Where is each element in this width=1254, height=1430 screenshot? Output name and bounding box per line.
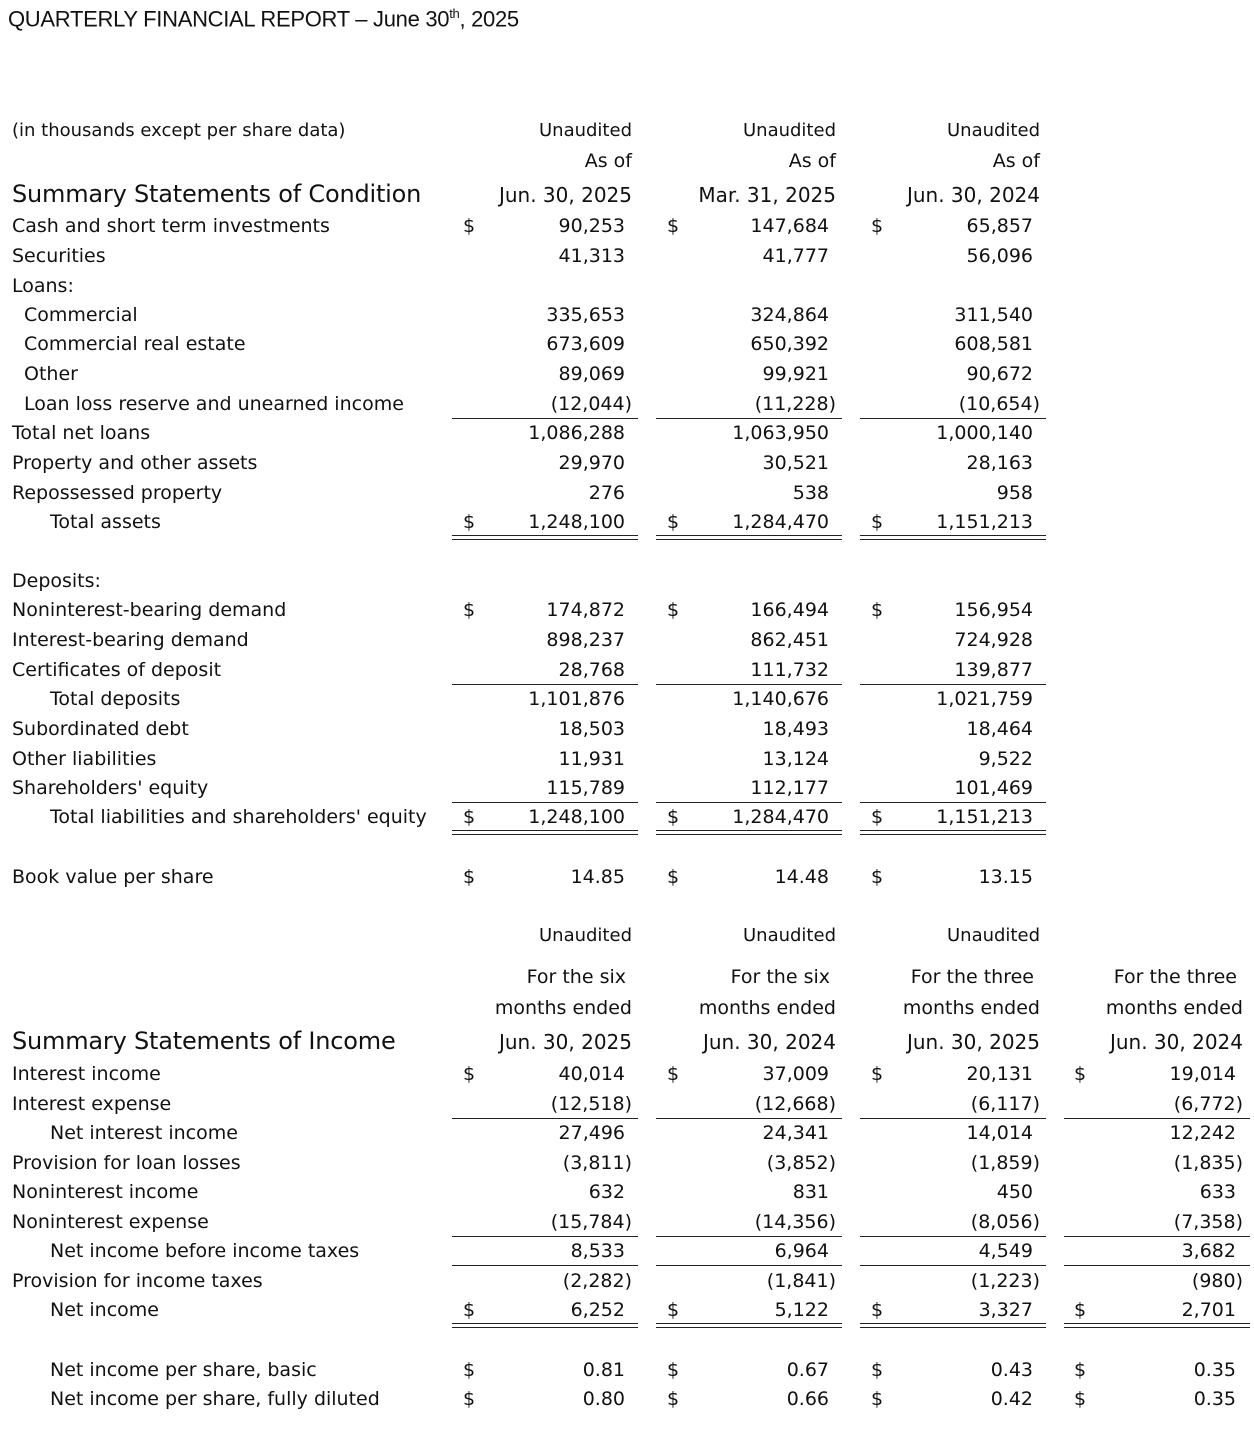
income-row-label: Interest income [12,1063,161,1085]
dollar-sign: $ [667,1359,680,1381]
subtotal-rule [452,684,638,685]
total-double-rule [656,535,842,540]
dollar-sign: $ [667,1299,680,1321]
condition-value: 1,284,470 [732,511,829,533]
dollar-sign: $ [1074,1063,1087,1085]
dollar-sign: $ [871,215,884,237]
condition-row-label: Loan loss reserve and unearned income [24,393,404,415]
subtotal-rule [452,1118,638,1119]
report-title-text: QUARTERLY FINANCIAL REPORT – June 30 [8,6,450,32]
income-col-period-line2: months ended [902,997,1040,1019]
condition-row-label: Loans: [12,275,74,297]
income-row-label: Net income [50,1299,159,1321]
income-col-audit: Unaudited [742,925,836,946]
dollar-sign: $ [1074,1299,1087,1321]
income-value: (3,852) [766,1152,836,1174]
income-value: 4,549 [978,1240,1033,1262]
condition-value: 111,732 [750,659,829,681]
dollar-sign: $ [871,1359,884,1381]
income-value: 6,252 [570,1299,625,1321]
income-col-date: Jun. 30, 2024 [702,1030,836,1054]
total-double-rule [860,830,1046,835]
dollar-sign: $ [667,599,680,621]
dollar-sign: $ [463,866,476,888]
income-row-label: Net income per share, basic [50,1359,317,1381]
condition-value: (12,044) [550,393,632,415]
income-value: 0.35 [1193,1388,1236,1410]
condition-row-label: Other liabilities [12,748,157,770]
units-note: (in thousands except per share data) [12,120,346,141]
income-value: (15,784) [550,1211,632,1233]
income-value: (8,056) [970,1211,1040,1233]
income-value: 8,533 [570,1240,625,1262]
dollar-sign: $ [871,866,884,888]
condition-row-label: Total deposits [50,688,181,710]
income-value: 450 [996,1181,1033,1203]
income-row-label: Noninterest expense [12,1211,209,1233]
dollar-sign: $ [463,1063,476,1085]
report-title-superscript: th [449,6,460,21]
income-value: 3,682 [1181,1240,1236,1262]
income-row-label: Net income before income taxes [50,1240,360,1262]
condition-col-audit: Unaudited [538,120,632,141]
condition-value: 112,177 [750,777,829,799]
condition-row-label: Noninterest-bearing demand [12,599,287,621]
condition-value: 1,248,100 [528,806,625,828]
condition-value: 608,581 [954,333,1033,355]
income-value: 27,496 [558,1122,625,1144]
income-row-label: Noninterest income [12,1181,199,1203]
income-value: 5,122 [774,1299,829,1321]
condition-value: 41,313 [558,245,625,267]
subtotal-rule [656,1118,842,1119]
condition-row-label: Total assets [50,511,161,533]
condition-value: 9,522 [978,748,1033,770]
total-double-rule [656,830,842,835]
income-value: (14,356) [754,1211,836,1233]
dollar-sign: $ [667,806,680,828]
condition-value: 41,777 [762,245,829,267]
condition-value: 18,493 [762,718,829,740]
income-value: 37,009 [762,1063,829,1085]
dollar-sign: $ [463,1359,476,1381]
condition-value: 115,789 [546,777,625,799]
subtotal-rule [656,1265,842,1266]
income-value: 24,341 [762,1122,829,1144]
income-value: 2,701 [1181,1299,1236,1321]
total-double-rule [860,1323,1046,1328]
subtotal-rule [1064,1118,1250,1119]
income-row-label: Provision for income taxes [12,1270,263,1292]
condition-row-label: Commercial real estate [24,333,246,355]
condition-value: 324,864 [750,304,829,326]
condition-value: 13.15 [978,866,1033,888]
income-value: 0.81 [582,1359,625,1381]
condition-section-title: Summary Statements of Condition [12,180,422,208]
dollar-sign: $ [667,511,680,533]
income-value: (1,841) [766,1270,836,1292]
condition-value: 1,086,288 [528,422,625,444]
condition-value: 101,469 [954,777,1033,799]
condition-col-audit: Unaudited [742,120,836,141]
subtotal-rule [656,1236,842,1237]
subtotal-rule [656,684,842,685]
condition-value: 147,684 [750,215,829,237]
subtotal-rule [452,802,638,803]
income-col-period-line1: For the six [526,966,626,988]
dollar-sign: $ [871,511,884,533]
dollar-sign: $ [1074,1359,1087,1381]
condition-value: 166,494 [750,599,829,621]
subtotal-rule [452,1265,638,1266]
condition-row-label: Repossessed property [12,482,223,504]
income-value: 0.42 [990,1388,1033,1410]
dollar-sign: $ [463,1388,476,1410]
income-value: 12,242 [1169,1122,1236,1144]
subtotal-rule [1064,1265,1250,1266]
condition-value: 28,768 [558,659,625,681]
dollar-sign: $ [871,1063,884,1085]
dollar-sign: $ [667,1388,680,1410]
income-col-date: Jun. 30, 2024 [1109,1030,1243,1054]
condition-col-date: Jun. 30, 2025 [498,183,632,207]
subtotal-rule [860,1265,1046,1266]
subtotal-rule [860,802,1046,803]
condition-row-label: Shareholders' equity [12,777,209,799]
condition-value: 18,503 [558,718,625,740]
total-double-rule [1064,1323,1250,1328]
condition-value: 1,151,213 [936,806,1033,828]
condition-row-label: Total liabilities and shareholders' equity [50,806,427,828]
condition-value: 311,540 [954,304,1033,326]
income-value: 0.80 [582,1388,625,1410]
income-value: 0.43 [990,1359,1033,1381]
condition-col-as-of: As of [584,150,632,172]
condition-row-label: Subordinated debt [12,718,189,740]
condition-value: 99,921 [762,363,829,385]
dollar-sign: $ [871,1299,884,1321]
condition-value: 30,521 [762,452,829,474]
condition-value: 1,000,140 [936,422,1033,444]
dollar-sign: $ [667,215,680,237]
income-value: 831 [792,1181,829,1203]
condition-row-label: Book value per share [12,866,214,888]
condition-value: 139,877 [954,659,1033,681]
income-value: 6,964 [774,1240,829,1262]
subtotal-rule [860,418,1046,419]
subtotal-rule [452,1236,638,1237]
condition-value: 11,931 [558,748,625,770]
income-row-label: Provision for loan losses [12,1152,241,1174]
income-value: 40,014 [558,1063,625,1085]
condition-value: 28,163 [966,452,1033,474]
condition-value: 1,101,876 [528,688,625,710]
income-col-period-line2: months ended [494,997,632,1019]
total-double-rule [452,830,638,835]
income-col-period-line2: months ended [698,997,836,1019]
total-double-rule [656,1323,842,1328]
condition-value: 276 [588,482,625,504]
condition-col-date: Jun. 30, 2024 [906,183,1040,207]
income-value: (6,772) [1173,1093,1243,1115]
dollar-sign: $ [667,1063,680,1085]
condition-row-label: Interest-bearing demand [12,629,249,651]
condition-value: 1,021,759 [936,688,1033,710]
condition-value: 958 [996,482,1033,504]
subtotal-rule [860,1118,1046,1119]
income-value: 0.67 [786,1359,829,1381]
condition-row-label: Cash and short term investments [12,215,330,237]
dollar-sign: $ [463,599,476,621]
report-title [8,6,519,32]
income-section-title: Summary Statements of Income [12,1027,396,1055]
income-col-period-line1: For the six [730,966,830,988]
report-title-year: , 2025 [459,6,519,32]
condition-value: 650,392 [750,333,829,355]
income-value: (7,358) [1173,1211,1243,1233]
condition-col-as-of: As of [788,150,836,172]
dollar-sign: $ [871,1388,884,1410]
condition-value: 90,672 [966,363,1033,385]
total-double-rule [860,535,1046,540]
condition-value: 89,069 [558,363,625,385]
condition-row-label: Other [24,363,78,385]
income-value: 3,327 [978,1299,1033,1321]
condition-row-label: Commercial [24,304,138,326]
income-value: (3,811) [562,1152,632,1174]
condition-col-date: Mar. 31, 2025 [698,183,836,207]
subtotal-rule [656,802,842,803]
income-value: 14,014 [966,1122,1033,1144]
income-value: (1,835) [1173,1152,1243,1174]
income-value: (6,117) [970,1093,1040,1115]
condition-value: 14.48 [774,866,829,888]
condition-row-label: Total net loans [12,422,151,444]
condition-value: 335,653 [546,304,625,326]
condition-value: 862,451 [750,629,829,651]
income-row-label: Net income per share, fully diluted [50,1388,380,1410]
condition-value: 1,284,470 [732,806,829,828]
condition-value: 1,140,676 [732,688,829,710]
dollar-sign: $ [667,866,680,888]
dollar-sign: $ [463,215,476,237]
dollar-sign: $ [1074,1388,1087,1410]
income-value: (12,518) [550,1093,632,1115]
subtotal-rule [860,684,1046,685]
total-double-rule [452,535,638,540]
income-value: 20,131 [966,1063,1033,1085]
condition-value: 1,151,213 [936,511,1033,533]
income-value: (1,223) [970,1270,1040,1292]
income-value: 633 [1199,1181,1236,1203]
income-value: 632 [588,1181,625,1203]
subtotal-rule [860,1236,1046,1237]
dollar-sign: $ [463,1299,476,1321]
condition-row-label: Certificates of deposit [12,659,222,681]
condition-value: (11,228) [754,393,836,415]
condition-row-label: Deposits: [12,570,101,592]
income-value: (1,859) [970,1152,1040,1174]
dollar-sign: $ [463,511,476,533]
condition-value: 724,928 [954,629,1033,651]
dollar-sign: $ [463,806,476,828]
income-col-audit: Unaudited [538,925,632,946]
condition-value: 174,872 [546,599,625,621]
income-value: 0.35 [1193,1359,1236,1381]
total-double-rule [452,1323,638,1328]
income-col-period-line1: For the three [910,966,1034,988]
condition-value: 1,248,100 [528,511,625,533]
condition-value: 1,063,950 [732,422,829,444]
condition-value: 29,970 [558,452,625,474]
condition-value: 65,857 [966,215,1033,237]
subtotal-rule [1064,1236,1250,1237]
condition-value: (10,654) [958,393,1040,415]
condition-row-label: Securities [12,245,106,267]
income-col-date: Jun. 30, 2025 [906,1030,1040,1054]
condition-value: 14.85 [570,866,625,888]
income-row-label: Interest expense [12,1093,172,1115]
condition-value: 90,253 [558,215,625,237]
income-col-date: Jun. 30, 2025 [498,1030,632,1054]
income-value: (980) [1191,1270,1243,1292]
subtotal-rule [452,418,638,419]
income-col-period-line1: For the three [1113,966,1237,988]
income-value: 0.66 [786,1388,829,1410]
condition-col-as-of: As of [992,150,1040,172]
income-value: (2,282) [562,1270,632,1292]
income-value: 19,014 [1169,1063,1236,1085]
condition-value: 898,237 [546,629,625,651]
dollar-sign: $ [871,599,884,621]
subtotal-rule [656,418,842,419]
condition-value: 673,609 [546,333,625,355]
condition-col-audit: Unaudited [946,120,1040,141]
condition-value: 538 [792,482,829,504]
income-row-label: Net interest income [50,1122,238,1144]
condition-value: 56,096 [966,245,1033,267]
income-col-period-line2: months ended [1105,997,1243,1019]
condition-value: 156,954 [954,599,1033,621]
condition-value: 13,124 [762,748,829,770]
income-value: (12,668) [754,1093,836,1115]
income-col-audit: Unaudited [946,925,1040,946]
condition-value: 18,464 [966,718,1033,740]
dollar-sign: $ [871,806,884,828]
condition-row-label: Property and other assets [12,452,258,474]
